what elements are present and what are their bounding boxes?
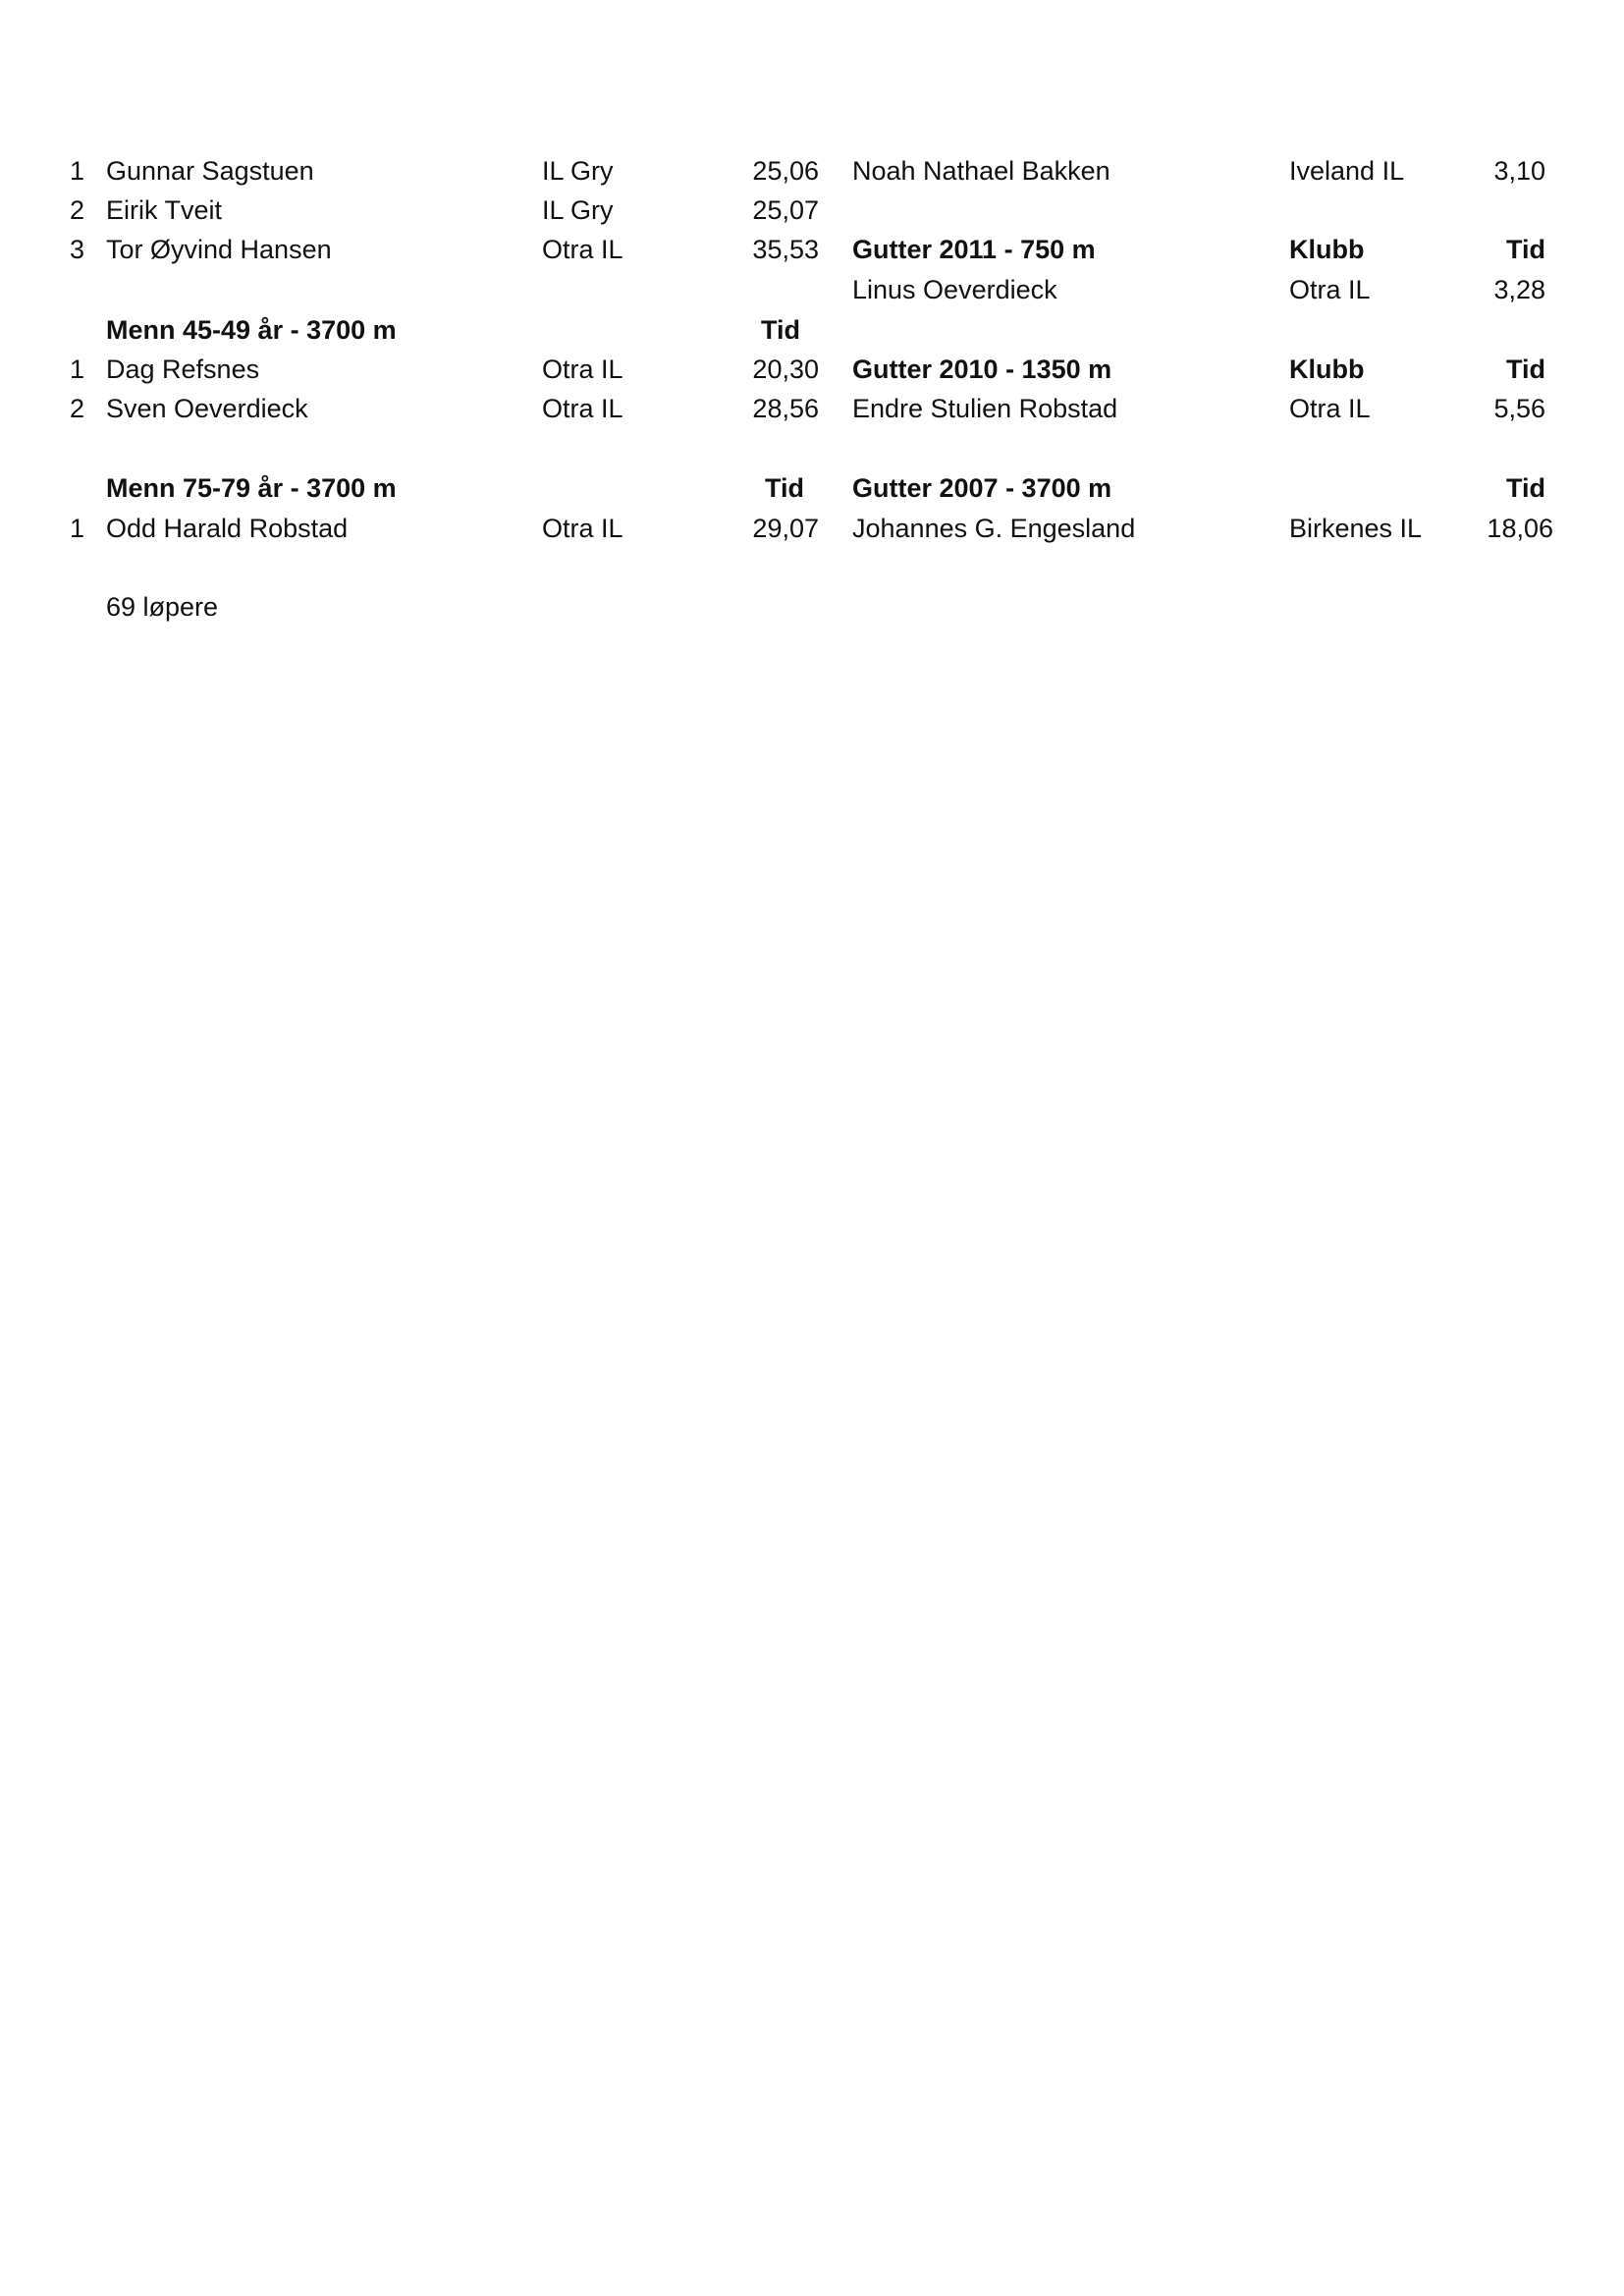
place: 2 — [69, 394, 84, 423]
time-header: Tid — [1506, 235, 1545, 264]
runner-name: Johannes G. Engesland — [852, 514, 1136, 543]
time: 3,10 — [1493, 156, 1545, 186]
runner-name: Gunnar Sagstuen — [106, 156, 314, 186]
section-title: Gutter 2010 - 1350 m — [852, 355, 1112, 384]
time: 28,56 — [752, 394, 819, 423]
result-row — [0, 509, 1571, 548]
time-header: Tid — [1506, 355, 1545, 384]
time-header: Tid — [1506, 473, 1545, 503]
section-header — [0, 350, 1571, 389]
club: Birkenes IL — [1289, 514, 1423, 543]
runner-count: 69 løpere — [106, 592, 219, 622]
time: 25,07 — [752, 195, 819, 225]
runner-name: Linus Oeverdieck — [852, 275, 1057, 304]
time: 20,30 — [752, 355, 819, 384]
result-row — [0, 151, 1571, 191]
place: 3 — [69, 235, 84, 264]
place: 1 — [69, 355, 84, 384]
section-header — [0, 230, 1571, 269]
club-header: Klubb — [1289, 235, 1365, 264]
time: 18,06 — [1487, 514, 1553, 543]
club: Iveland IL — [1289, 156, 1405, 186]
club: Otra IL — [542, 394, 623, 423]
runner-name: Tor Øyvind Hansen — [106, 235, 332, 264]
section-header — [0, 468, 1571, 508]
result-row — [0, 389, 1571, 428]
section-title: Gutter 2011 - 750 m — [852, 235, 1096, 264]
time: 29,07 — [752, 514, 819, 543]
time-header: Tid — [765, 473, 804, 503]
runner-name: Endre Stulien Robstad — [852, 394, 1118, 423]
club: Otra IL — [542, 235, 623, 264]
runner-name: Odd Harald Robstad — [106, 514, 349, 543]
club: IL Gry — [542, 156, 614, 186]
result-row — [0, 270, 1571, 309]
time: 25,06 — [752, 156, 819, 186]
result-row — [0, 191, 825, 230]
place: 1 — [69, 156, 84, 186]
place: 1 — [69, 514, 84, 543]
section-title: Gutter 2007 - 3700 m — [852, 473, 1112, 503]
runner-name: Eirik Tveit — [106, 195, 223, 225]
runner-name: Dag Refsnes — [106, 355, 260, 384]
club: Otra IL — [1289, 394, 1371, 423]
section-header — [0, 310, 825, 350]
runner-name: Sven Oeverdieck — [106, 394, 308, 423]
time: 35,53 — [752, 235, 819, 264]
time: 5,56 — [1493, 394, 1545, 423]
club-header: Klubb — [1289, 355, 1365, 384]
time-header: Tid — [761, 315, 800, 345]
section-title: Menn 75-79 år - 3700 m — [106, 473, 397, 503]
club: Otra IL — [1289, 275, 1371, 304]
time: 3,28 — [1493, 275, 1545, 304]
club: Otra IL — [542, 514, 623, 543]
runner-name: Noah Nathael Bakken — [852, 156, 1110, 186]
club: IL Gry — [542, 195, 614, 225]
club: Otra IL — [542, 355, 623, 384]
section-title: Menn 45-49 år - 3700 m — [106, 315, 397, 345]
place: 2 — [69, 195, 84, 225]
